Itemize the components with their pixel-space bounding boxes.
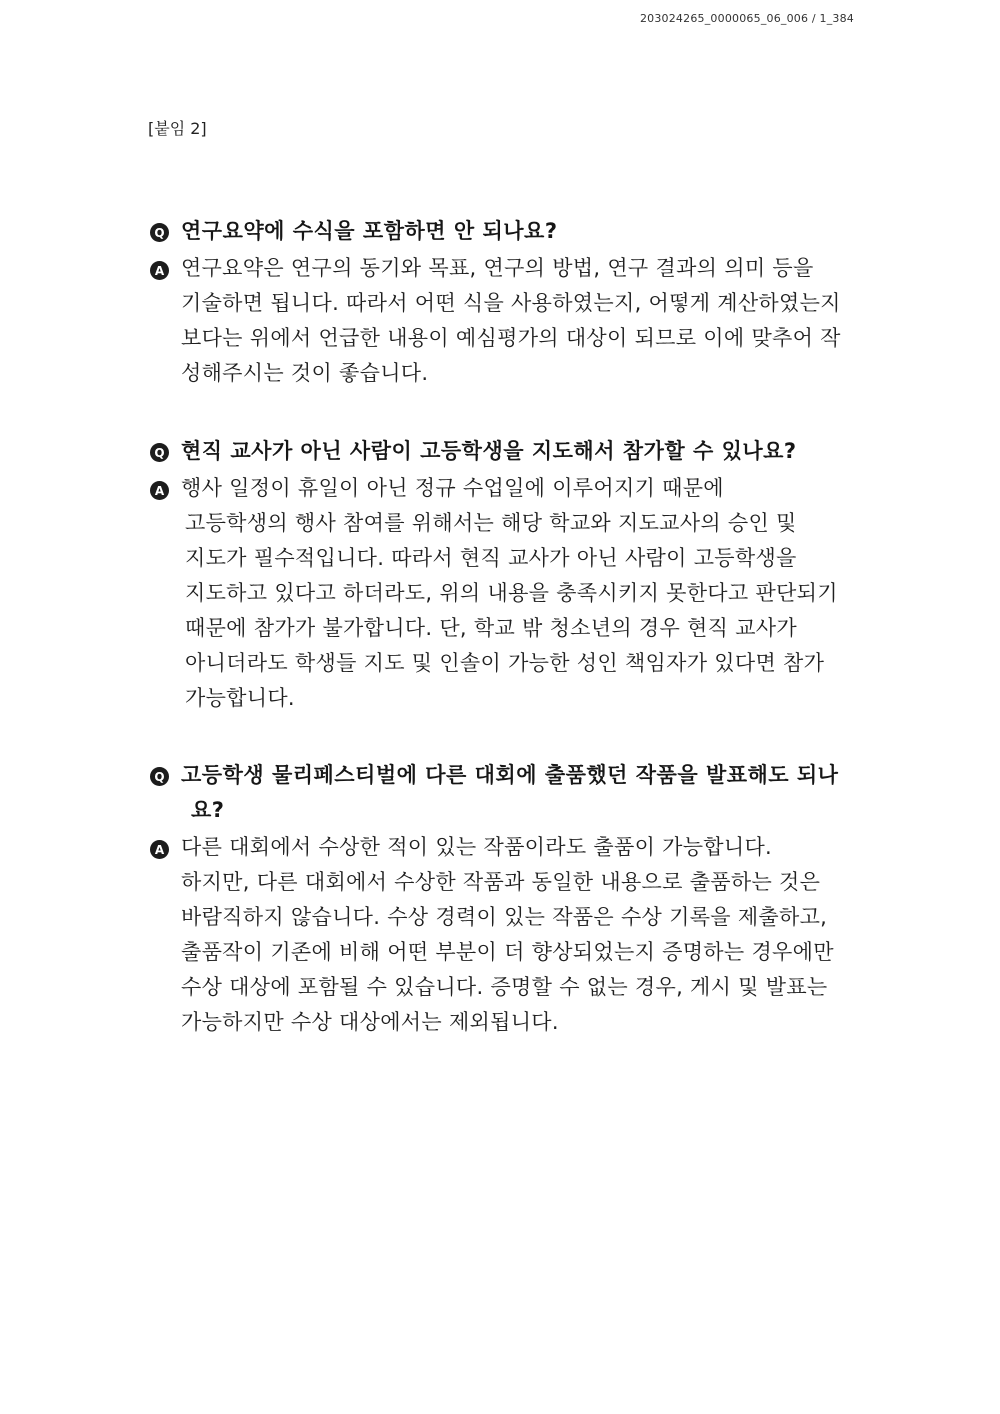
question-line: 요? [191, 798, 225, 822]
question-row [150, 214, 885, 249]
question-text: 연구요약에 수식을 포함하면 안 되나요? [181, 219, 558, 243]
question-text [181, 758, 838, 828]
question-text: 현직 교사가 아닌 사람이 고등학생을 지도해서 참가할 수 있나요? [181, 439, 797, 463]
answer-line: 보다는 위에서 언급한 내용이 예심평가의 대상이 되므로 이에 맞추어 작 [181, 326, 841, 350]
answer-line: 가능하지만 수상 대상에서는 제외됩니다. [181, 1010, 559, 1034]
qa-item [150, 758, 885, 1040]
question-marker-icon: Q [150, 223, 169, 242]
answer-line: 출품작이 기존에 비해 어떤 부분이 더 향상되었는지 증명하는 경우에만 [181, 940, 834, 964]
answer-line: 때문에 참가가 불가합니다. 단, 학교 밖 청소년의 경우 현직 교사가 [185, 616, 797, 640]
answer-line: 아니더라도 학생들 지도 및 인솔이 가능한 성인 책임자가 있다면 참가 [185, 651, 825, 675]
answer-marker-icon: A [150, 481, 169, 500]
question-line: 고등학생 물리페스티벌에 다른 대회에 출품했던 작품을 발표해도 되나 [181, 763, 839, 787]
answer-line: 지도하고 있다고 하더라도, 위의 내용을 충족시키지 못한다고 판단되기 [185, 581, 838, 605]
attachment-label: [붙임 2] [148, 119, 207, 138]
question-marker-icon: Q [150, 443, 169, 462]
question-row [150, 758, 885, 828]
answer-text [181, 251, 841, 391]
answer-line: 기술하면 됩니다. 따라서 어떤 식을 사용하였는지, 어떻게 계산하였는지 [181, 291, 841, 315]
answer-line: 하지만, 다른 대회에서 수상한 작품과 동일한 내용으로 출품하는 것은 [181, 870, 821, 894]
answer-row [150, 471, 885, 716]
answer-line: 고등학생의 행사 참여를 위해서는 해당 학교와 지도교사의 승인 및 [185, 511, 797, 535]
question-row [150, 434, 885, 469]
answer-row [150, 830, 885, 1040]
answer-line: 성해주시는 것이 좋습니다. [181, 361, 429, 385]
answer-text [181, 471, 838, 716]
answer-line: 지도가 필수적입니다. 따라서 현직 교사가 아닌 사람이 고등학생을 [185, 546, 797, 570]
document-id: 203024265_0000065_06_006 / 1_384 [639, 12, 854, 25]
answer-line: 다른 대회에서 수상한 적이 있는 작품이라도 출품이 가능합니다. [181, 835, 773, 859]
answer-text [181, 830, 834, 1040]
qa-item [150, 434, 885, 716]
answer-marker-icon: A [150, 261, 169, 280]
question-marker-icon: Q [150, 767, 169, 786]
answer-line: 수상 대상에 포함될 수 있습니다. 증명할 수 없는 경우, 게시 및 발표는 [181, 975, 828, 999]
answer-line: 가능합니다. [185, 686, 295, 710]
answer-row [150, 251, 885, 391]
answer-line: 바람직하지 않습니다. 수상 경력이 있는 작품은 수상 기록을 제출하고, [181, 905, 828, 929]
qa-item [150, 214, 885, 391]
answer-marker-icon: A [150, 840, 169, 859]
answer-line: 행사 일정이 휴일이 아닌 정규 수업일에 이루어지기 때문에 [181, 476, 724, 500]
answer-line: 연구요약은 연구의 동기와 목표, 연구의 방법, 연구 결과의 의미 등을 [181, 256, 814, 280]
